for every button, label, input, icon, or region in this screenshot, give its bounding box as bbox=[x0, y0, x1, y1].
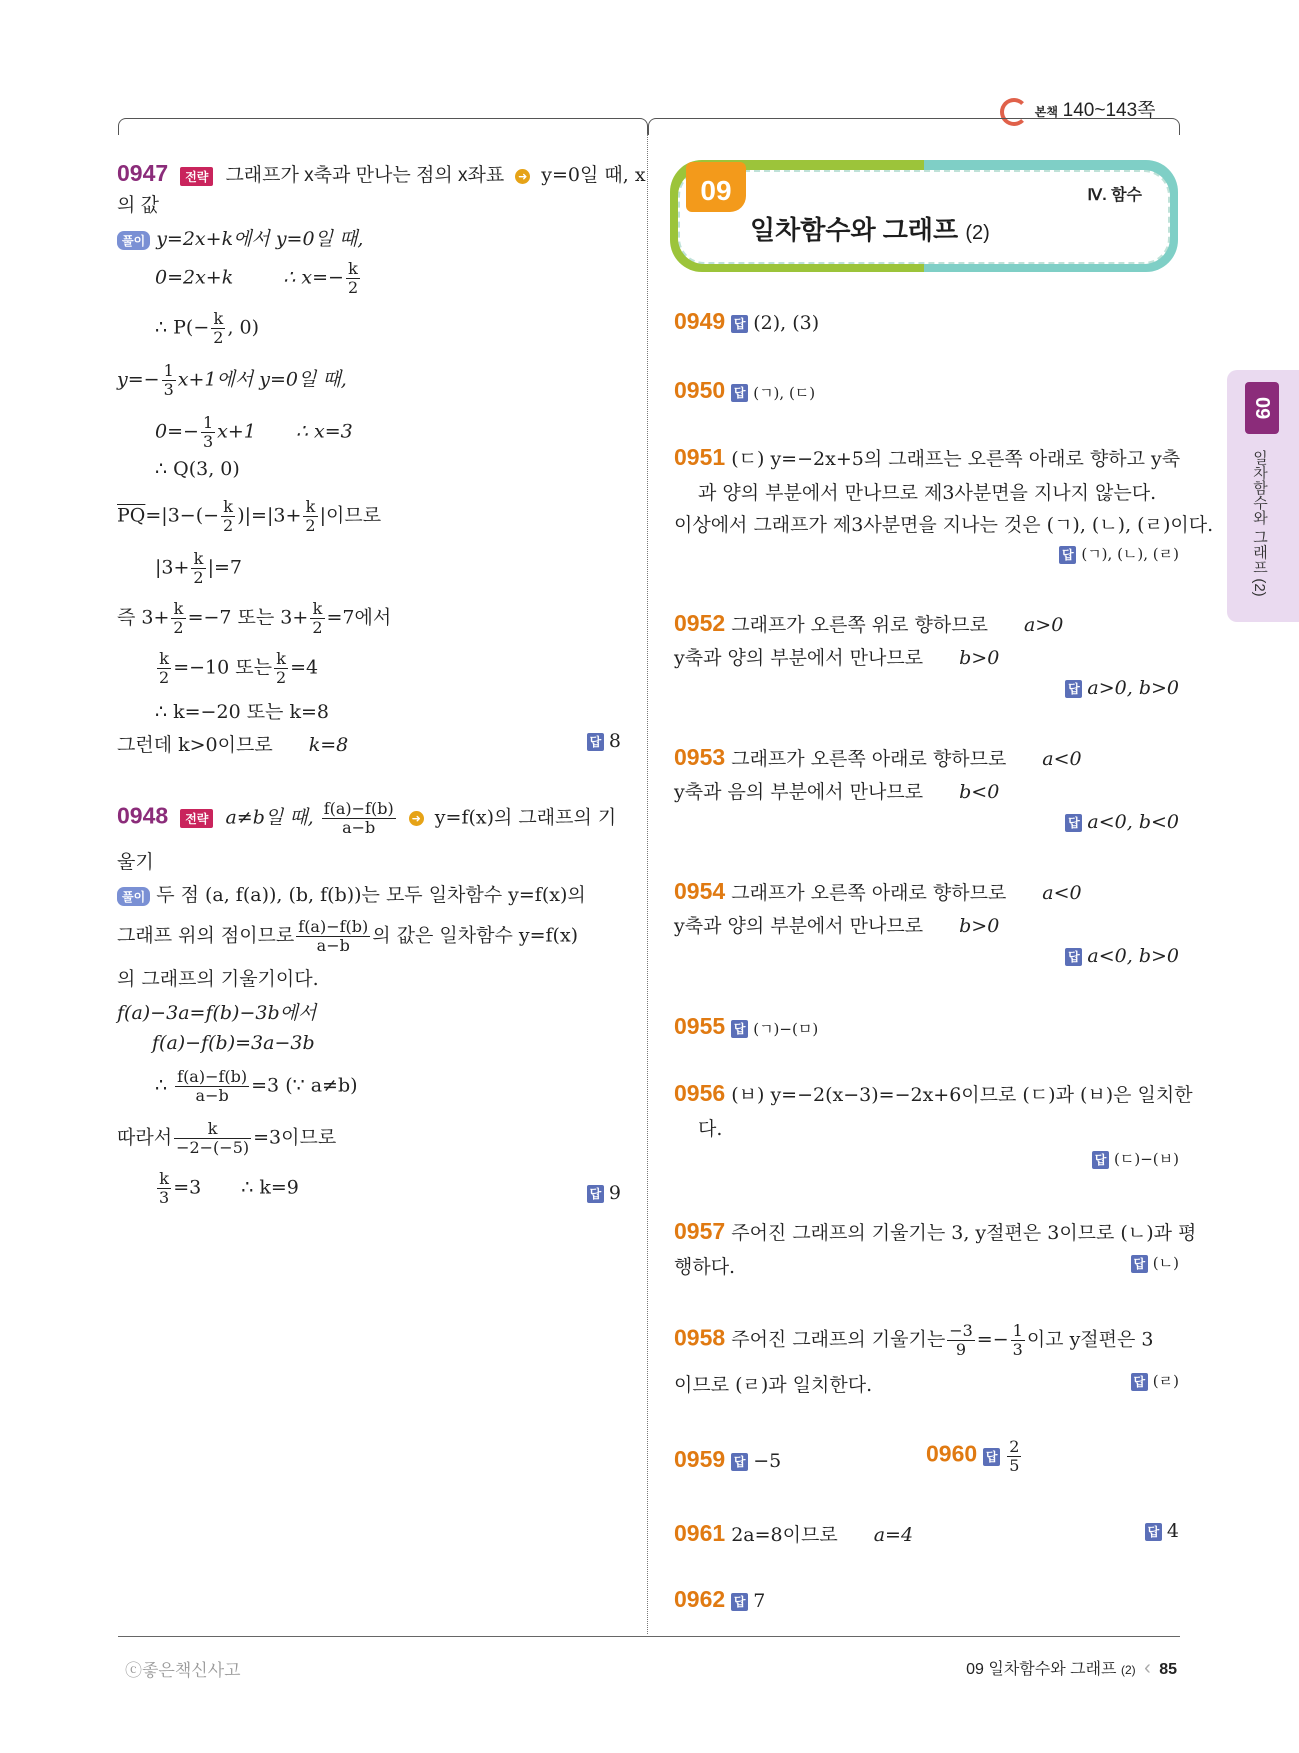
answer-value: (ㄱ), (ㄴ), (ㄹ) bbox=[1081, 545, 1179, 563]
answer-value: a>0, b>0 bbox=[1087, 677, 1179, 699]
solution-text: y축과 음의 부분에서 만나므로 bbox=[674, 781, 924, 803]
eq: , 0) bbox=[227, 316, 260, 339]
eq: ∴ k=9 bbox=[241, 1176, 299, 1199]
eq: x+1 bbox=[217, 420, 256, 443]
eq: 그래프 위의 점이므로 bbox=[117, 924, 295, 947]
eq: 0=2x+k bbox=[155, 266, 234, 289]
problem-number: 0951 bbox=[674, 444, 726, 470]
answer-value: (ㄱ), (ㄷ) bbox=[753, 384, 816, 402]
side-tab-text: 일차함수와 그래프 (2) bbox=[1251, 450, 1268, 597]
answer-0951 bbox=[1059, 543, 1179, 564]
frac-den: 2 bbox=[347, 278, 359, 297]
ref-label: 본책 bbox=[1034, 105, 1058, 119]
arrow-right-icon: ➜ bbox=[515, 169, 530, 184]
frac-den: 3 bbox=[1012, 1340, 1023, 1359]
answer-badge: 답 bbox=[1131, 1255, 1148, 1273]
frac-num: k bbox=[303, 498, 317, 517]
eq: b<0 bbox=[959, 781, 1000, 803]
answer-0958 bbox=[1131, 1370, 1179, 1391]
frac-den: 5 bbox=[1009, 1456, 1020, 1475]
solution-line bbox=[117, 224, 363, 251]
frac-den: 2 bbox=[213, 328, 224, 347]
problem-0954 bbox=[674, 878, 1082, 905]
right-column-frame bbox=[648, 118, 1180, 135]
eq: a<0 bbox=[1042, 748, 1082, 770]
frac-num: 2 bbox=[1009, 1437, 1020, 1456]
eq: b>0 bbox=[959, 647, 1000, 669]
solution-text: (ㄷ) y=−2x+5의 그래프는 오른쪽 아래로 향하고 y축 bbox=[731, 448, 1181, 470]
frac-num: 1 bbox=[163, 361, 174, 380]
solution-line bbox=[674, 777, 999, 804]
frac-num: k bbox=[157, 1170, 171, 1189]
frac-num: k bbox=[274, 650, 288, 669]
answer-value: a<0, b<0 bbox=[1087, 811, 1179, 833]
problem-number: 0962 bbox=[674, 1586, 726, 1612]
chapter-title bbox=[750, 210, 990, 247]
solution-line bbox=[152, 1032, 315, 1054]
problem-0957 bbox=[674, 1218, 1196, 1245]
eq: f(a)−3a=f(b)−3b에서 bbox=[117, 1002, 317, 1024]
ref-pages: 140~143쪽 bbox=[1062, 100, 1156, 121]
eq: x+1에서 y=0일 때, bbox=[177, 368, 347, 391]
eq: ∴ x=− bbox=[283, 266, 344, 289]
solution-line bbox=[155, 1170, 299, 1207]
problem-number: 0954 bbox=[674, 878, 726, 904]
answer-value: 8 bbox=[608, 730, 621, 752]
problem-number: 0950 bbox=[674, 377, 726, 403]
frac-den: 2 bbox=[159, 668, 170, 687]
answer-value: (ㄱ)−(ㅁ) bbox=[753, 1020, 819, 1038]
chapter-number-tab: 09 bbox=[686, 162, 746, 212]
solution-text: 그래프가 오른쪽 위로 향하므로 bbox=[731, 614, 988, 636]
frac-num: f(a)−f(b) bbox=[298, 917, 369, 936]
answer-value: (ㄷ)−(ㅂ) bbox=[1114, 1150, 1179, 1168]
answer-value: a<0, b>0 bbox=[1087, 945, 1179, 967]
solution-text: 2a=8이므로 bbox=[731, 1524, 838, 1546]
answer-badge: 답 bbox=[1065, 814, 1082, 832]
problem-0959 bbox=[674, 1446, 781, 1473]
problem-number: 0959 bbox=[674, 1446, 726, 1472]
page-number: 85 bbox=[1159, 1661, 1177, 1678]
chevron-left-icon: ‹ bbox=[1144, 1657, 1151, 1679]
answer-0957 bbox=[1131, 1252, 1179, 1273]
eq: =|3−(− bbox=[145, 504, 220, 527]
eq: b>0 bbox=[959, 915, 1000, 937]
problem-0949 bbox=[674, 308, 819, 335]
frac-den: 2 bbox=[223, 516, 234, 535]
answer-0952 bbox=[1065, 677, 1179, 699]
answer-0961 bbox=[1145, 1520, 1179, 1542]
answer-badge: 답 bbox=[1065, 680, 1082, 698]
frac-den: 2 bbox=[193, 568, 204, 587]
problem-0955 bbox=[674, 1013, 818, 1040]
problem-0948-header bbox=[117, 800, 616, 837]
eq: $\overline{PQ}$ bbox=[117, 504, 146, 527]
problem-0947-header bbox=[117, 160, 646, 187]
eq: a<0 bbox=[1042, 882, 1082, 904]
solution-line bbox=[155, 550, 242, 587]
solution-line bbox=[117, 498, 381, 535]
solution-line bbox=[674, 643, 999, 670]
eq: 0=− bbox=[155, 420, 199, 443]
frac-den: 2 bbox=[312, 618, 323, 637]
frac-num: k bbox=[221, 498, 235, 517]
eq: a>0 bbox=[1023, 614, 1064, 636]
frac-den: −2−(−5) bbox=[176, 1138, 250, 1157]
eq: =3 (∵ a≠b) bbox=[251, 1074, 358, 1097]
solution-line bbox=[117, 880, 586, 907]
frac-num: k bbox=[191, 550, 205, 569]
strategy-text-3: 의 값 bbox=[117, 195, 159, 216]
solution-text: y축과 양의 부분에서 만나므로 bbox=[674, 647, 924, 669]
solution-text: 주어진 그래프의 기울기는 bbox=[731, 1328, 946, 1351]
solution-line bbox=[155, 414, 353, 451]
problem-0962 bbox=[674, 1586, 765, 1613]
side-tab bbox=[1227, 370, 1299, 622]
chapter-title-text: 일차함수와 그래프 bbox=[750, 215, 959, 245]
solution-line: 이므로 (ㄹ)과 일치한다. bbox=[674, 1374, 873, 1396]
problem-number: 0947 bbox=[117, 160, 169, 186]
problem-number: 0949 bbox=[674, 308, 726, 334]
answer-0953 bbox=[1065, 811, 1179, 833]
strategy-text: 그래프가 x축과 만나는 점의 x좌표 bbox=[225, 165, 505, 186]
answer-badge: 답 bbox=[1092, 1151, 1109, 1169]
unit-label: Ⅳ. 함수 bbox=[1087, 187, 1142, 204]
strategy-badge: 전략 bbox=[180, 167, 213, 186]
eq: =4 bbox=[290, 656, 319, 679]
problem-number: 0952 bbox=[674, 610, 726, 636]
answer-badge: 답 bbox=[731, 1020, 748, 1038]
eq: 그런데 k>0이므로 bbox=[117, 734, 273, 756]
side-tab-number: 09 bbox=[1245, 382, 1279, 434]
solution-line bbox=[117, 998, 316, 1025]
answer-badge: 답 bbox=[587, 1185, 604, 1203]
solution-text: 주어진 그래프의 기울기는 3, y절편은 3이므로 (ㄴ)과 평 bbox=[731, 1222, 1197, 1244]
solution-line: 이상에서 그래프가 제3사분면을 지나는 것은 (ㄱ), (ㄴ), (ㄹ)이다. bbox=[674, 514, 1214, 536]
problem-number: 0948 bbox=[117, 802, 169, 829]
solution-text: 그래프가 오른쪽 아래로 향하므로 bbox=[731, 882, 1007, 904]
eq: 이고 y절편은 3 bbox=[1026, 1328, 1154, 1351]
problem-0951 bbox=[674, 444, 1180, 471]
problem-number: 0955 bbox=[674, 1013, 726, 1039]
arrow-right-icon: ➜ bbox=[409, 811, 424, 826]
solution-line: 의 그래프의 기울기이다. bbox=[117, 968, 319, 990]
left-column-frame bbox=[118, 118, 648, 135]
eq: |이므로 bbox=[319, 504, 382, 527]
problem-number: 0956 bbox=[674, 1080, 726, 1106]
solution-text: 그래프가 오른쪽 아래로 향하므로 bbox=[731, 748, 1007, 770]
solution-text: 두 점 (a, f(a)), (b, f(b))는 모두 일차함수 y=f(x)의 bbox=[156, 884, 586, 906]
strategy-text: a≠b일 때, bbox=[225, 806, 314, 829]
eq: ∴ P(− bbox=[155, 316, 210, 339]
eq: y=− bbox=[117, 368, 160, 391]
frac-num: k bbox=[174, 1120, 251, 1139]
frac-den: a−b bbox=[342, 818, 376, 837]
solution-line bbox=[117, 918, 578, 955]
solution-text: y축과 양의 부분에서 만나므로 bbox=[674, 915, 924, 937]
eq: =−10 또는 bbox=[173, 656, 272, 679]
eq: |=7 bbox=[207, 556, 243, 579]
problem-number: 0957 bbox=[674, 1218, 726, 1244]
answer-0947 bbox=[587, 730, 621, 752]
frac-num: k bbox=[211, 310, 225, 329]
answer-badge: 답 bbox=[731, 1593, 748, 1611]
eq: =3 bbox=[173, 1176, 202, 1199]
chapter-title-suffix: (2) bbox=[965, 222, 990, 244]
eq: )|=|3+ bbox=[237, 504, 302, 527]
frac-num: k bbox=[346, 260, 360, 279]
frac-num: −3 bbox=[949, 1321, 973, 1340]
problem-0956 bbox=[674, 1080, 1193, 1107]
solution-line bbox=[117, 1120, 336, 1157]
answer-value: 7 bbox=[753, 1590, 766, 1612]
solution-badge: 풀이 bbox=[117, 231, 150, 250]
answer-badge: 답 bbox=[731, 384, 748, 402]
answer-value: (ㄹ) bbox=[1152, 1372, 1179, 1390]
eq: ∴ x=3 bbox=[295, 420, 353, 443]
frac-num: f(a)−f(b) bbox=[177, 1067, 248, 1086]
eq: k=8 bbox=[308, 734, 349, 756]
solution-line: 다. bbox=[698, 1118, 723, 1140]
eq: a=4 bbox=[873, 1524, 914, 1546]
solution-line: ∴ Q(3, 0) bbox=[155, 458, 240, 480]
solution-line bbox=[155, 650, 318, 687]
solution-line bbox=[155, 260, 362, 297]
problem-0952 bbox=[674, 610, 1063, 637]
strategy-text-2: y=0일 때, x bbox=[541, 164, 646, 186]
frac-den: 2 bbox=[305, 516, 316, 535]
solution-line: 행하다. bbox=[674, 1256, 736, 1278]
solution-line: 과 양의 부분에서 만나므로 제3사분면을 지나지 않는다. bbox=[698, 482, 1157, 504]
answer-value: −5 bbox=[753, 1450, 782, 1472]
problem-0953 bbox=[674, 744, 1082, 771]
footer-rule bbox=[118, 1636, 1180, 1637]
eq: =−7 또는 3+ bbox=[187, 606, 309, 629]
footer-chapter-suffix: (2) bbox=[1120, 1663, 1136, 1677]
frac-num: 1 bbox=[1012, 1321, 1023, 1340]
frac-den: a−b bbox=[195, 1086, 229, 1105]
solution-line bbox=[117, 362, 347, 399]
eq: 의 값은 일차함수 y=f(x) bbox=[372, 924, 579, 947]
frac-den: a−b bbox=[316, 936, 350, 955]
problem-number: 0953 bbox=[674, 744, 726, 770]
solution-line bbox=[155, 310, 259, 347]
solution-text: (ㅂ) y=−2(x−3)=−2x+6이므로 (ㄷ)과 (ㅂ)은 일치한 bbox=[731, 1084, 1193, 1106]
problem-number: 0960 bbox=[926, 1440, 978, 1467]
answer-badge: 답 bbox=[1131, 1373, 1148, 1391]
frac-num: k bbox=[157, 650, 171, 669]
solution-line: ∴ k=−20 또는 k=8 bbox=[155, 701, 329, 723]
answer-value: 4 bbox=[1166, 1520, 1179, 1542]
footer-chapter-text: 09 일차함수와 그래프 bbox=[966, 1661, 1117, 1678]
answer-badge: 답 bbox=[731, 315, 748, 333]
frac-den: 2 bbox=[173, 618, 184, 637]
column-divider bbox=[647, 134, 648, 1634]
chapter-box bbox=[670, 160, 1178, 272]
solution-line bbox=[155, 1068, 358, 1105]
strategy-text-2: y=f(x)의 그래프의 기 bbox=[434, 806, 617, 829]
problem-number: 0958 bbox=[674, 1324, 726, 1351]
publisher: ⓒ좋은책신사고 bbox=[125, 1661, 241, 1680]
answer-badge: 답 bbox=[1059, 546, 1076, 564]
answer-value: 9 bbox=[608, 1182, 621, 1204]
eq: =7에서 bbox=[326, 606, 392, 629]
frac-num: k bbox=[171, 600, 185, 619]
eq: |3+ bbox=[155, 556, 190, 579]
eq: =3이므로 bbox=[253, 1126, 337, 1149]
solution-line bbox=[117, 730, 348, 757]
solution-line bbox=[117, 600, 391, 637]
problem-0961 bbox=[674, 1520, 913, 1547]
frac-den: 9 bbox=[955, 1340, 967, 1359]
answer-badge: 답 bbox=[983, 1448, 1000, 1466]
frac-den: 3 bbox=[163, 380, 174, 399]
solution-text: y=2x+k에서 y=0일 때, bbox=[156, 228, 364, 250]
answer-badge: 답 bbox=[587, 733, 604, 751]
answer-badge: 답 bbox=[731, 1453, 748, 1471]
strategy-text-3: 울기 bbox=[117, 852, 154, 873]
answer-0956 bbox=[1092, 1148, 1179, 1169]
eq: ∴ bbox=[155, 1074, 168, 1097]
solution-line bbox=[674, 911, 999, 938]
answer-badge: 답 bbox=[1065, 948, 1082, 966]
problem-0958 bbox=[674, 1322, 1154, 1359]
frac-num: f(a)−f(b) bbox=[323, 799, 394, 818]
eq: =− bbox=[976, 1328, 1009, 1351]
frac-den: 2 bbox=[275, 668, 287, 687]
problem-number: 0961 bbox=[674, 1520, 726, 1546]
eq: 따라서 bbox=[117, 1126, 173, 1149]
frac-num: k bbox=[310, 600, 324, 619]
strategy-badge: 전략 bbox=[180, 809, 213, 828]
answer-0954 bbox=[1065, 945, 1179, 967]
answer-value: (2), (3) bbox=[753, 312, 820, 334]
footer-chapter bbox=[966, 1656, 1177, 1680]
frac-den: 3 bbox=[202, 432, 214, 451]
problem-0950 bbox=[674, 377, 815, 404]
frac-den: 3 bbox=[159, 1188, 170, 1207]
frac-num: 1 bbox=[202, 413, 214, 432]
answer-0948 bbox=[587, 1182, 621, 1204]
problem-0960 bbox=[926, 1438, 1023, 1475]
solution-badge: 풀이 bbox=[117, 887, 150, 906]
eq: f(a)−f(b)=3a−3b bbox=[152, 1032, 315, 1054]
eq: 즉 3+ bbox=[117, 606, 170, 629]
answer-value: (ㄴ) bbox=[1152, 1254, 1179, 1272]
answer-badge: 답 bbox=[1145, 1523, 1162, 1541]
